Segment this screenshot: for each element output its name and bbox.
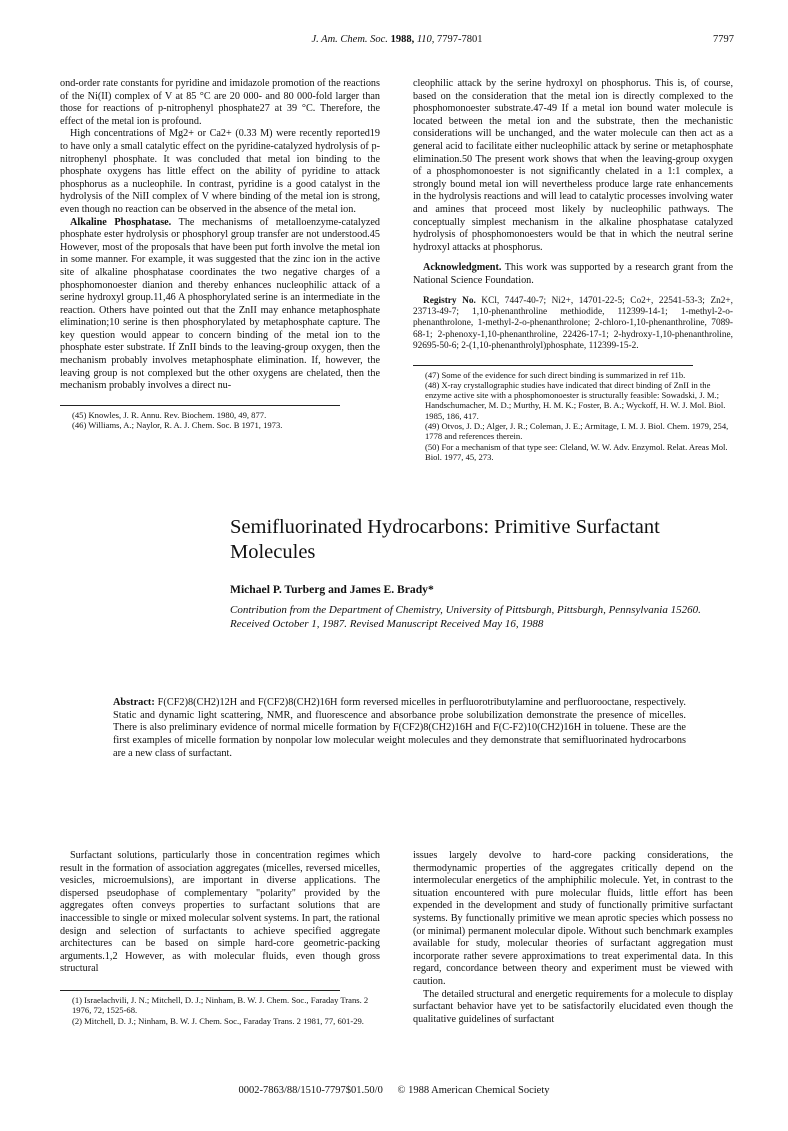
journal-citation <box>60 34 734 45</box>
paragraph: cleophilic attack by the serine hydroxyl on phosphorus. This is, of course, based on the consideration that the metal ion is directly complexed to the phosphomonoester substrate.47-49 If a metal ion bound water molecule is located between the metal ion and the substrate, then the mechanistic considerations will be unchanged, and the water molecule can then act as a general acid to facilitate either nucleophilic attack by serine or metaphosphate elimination.50 The present work shows that when the leaving-group oxygen of a phosphomonoester is not significantly chelated in a 1:1 complex, a strongly bound metal ion will nevertheless produce large rate enhancements in the hydrolysis reactions and will lead to catalytic processes involving water and amines that proceed most likely by nucleophilic pathways. The conceptually simplest mechanism in the alkaline phosphatase catalyzed hydrolysis of phosphomonoesters would be that in which the neutral serine hydroxyl attacks at phosphorus. <box>413 78 733 253</box>
abstract-label: Abstract: <box>113 697 155 708</box>
footnote: (45) Knowles, J. R. Annu. Rev. Biochem. 1980, 49, 877. <box>72 409 267 420</box>
footnote-rule <box>60 405 340 406</box>
journal-volume: 110, <box>416 34 435 45</box>
abstract-text: F(CF2)8(CH2)12H and F(CF2)8(CH2)16H form reversed micelles in perfluorotributylamine and perfluorooctane, respectively. Static and dynamic light scattering, NMR, and fluorescence and absorbance probe solubilization demonstrate the presence of micelles. There is also preliminary evidence of normal micelle formation by F(CF2)8(CH2)16H and F(C-F2)10(CH2)16H in toluene. These are the first examples of micelle formation by nonpolar low molecular weight molecules and they demonstrate that semifluorinated hydrocarbons are a new class of surfactant. <box>113 697 686 759</box>
journal-name: J. Am. Chem. Soc. <box>311 34 388 45</box>
article-title: Semifluorinated Hydrocarbons: Primitive Surfactant Molecules <box>230 516 660 563</box>
paragraph: issues largely devolve to hard-core packing considerations, the thermodynamic properties of the aggregates critically depend on the intermolecular energetics of the amphiphilic molecule. Yet, in contrast to the situation encountered with pure molecular fluids, little effort has been expended in the development and study of functionally primitive surfactant systems. By functionally primitive we mean aprotic species which possess no (or minimal) permanent molecular dipole. Without such benchmark examples available for study, molecular theories of surfactant aggregation must incorporate rather severe approximations to treat experimental data. In this regard, concordance between theory and experiment must be viewed with caution. <box>413 850 733 987</box>
registry-numbers: Registry No. KCl, 7447-40-7; Ni2+, 14701-22-5; Co2+, 22541-53-3; Zn2+, 23713-49-7; 1,10-phenanthroline methiodide, 112399-14-1; 1-methyl-2-o-phenanthrolone, 1-methyl-2-o-phenanthrolone; 2-chloro-1,10-phenanthroline, 7089-68-1; 2-phenoxy-1,10-phenanthroline, 22426-17-1; 2-hydroxy-1,10-phenanthroline, 92695-50-6; 2-(1,10-phenanthrolyl)phosphate, 112399-15-2. <box>413 295 734 352</box>
journal-pages: 7797-7801 <box>437 34 483 45</box>
footnote: (50) For a mechanism of that type see: Cleland, W. W. Adv. Enzymol. Relat. Areas Mol. Biol. 1977, 45, 273. <box>425 441 728 462</box>
article-left-column <box>60 850 380 1026</box>
article-authors: Michael P. Turberg and James E. Brady* <box>230 583 434 596</box>
paragraph: ond-order rate constants for pyridine and imidazole promotion of the reactions of the Ni(II) complex of V at 85 °C are 20 000- and 80 000-fold larger than those for reactions of p-nitrophenyl phosphate27 at 39 °C. Therefore, the effect of the metal ion is profound. <box>60 78 380 127</box>
footnote: (47) Some of the evidence for such direct binding is summarized in ref 11b. <box>425 369 686 380</box>
page-footer <box>0 1085 788 1096</box>
paragraph: Alkaline Phosphatase. The mechanisms of metalloenzyme-catalyzed phosphate ester hydrolysis or phosphoryl group transfer are not understood.45 However, most of the proposals that have been put forth involve the metal ion in some manner. For example, it was suggested that the zinc ion in the active site of alkaline phosphatase coordinates the two negative charges of a phosphomonoester dianion and thereby enhances nucleophilic attack of a serine hydroxyl group.11,46 A phosphorylated serine is an intermediate in the reaction. Others have pointed out that the ZnII may enhance metaphosphate elimination;10 serine is then phosphorylated by metaphosphate capture. The key question would appear to concern binding of the metal ion to the phosphate ester substrate. If ZnII binds to the leaving-group oxygen, then the mechanism probably involves metaphosphate elimination. If, however, the leaving group is not complexed but the other oxygens are chelated, then the mechanism probably involves a direct nu- <box>60 216 380 392</box>
paragraph: Surfactant solutions, particularly those in concentration regimes which result in the formation of association aggregates (micelles, reversed micelles, vesicles, microemulsions), are important in diverse applications. The dispersed pseudophase of complementary "polarity" provided by the aggregates often conveys properties to surfactant solutions that are inaccessible to single or mixed molecular solvent systems. In part, the rational design and selection of surfactants to achieve specified aggregate architectures can be based on simple hard-core geometric-packing arguments.1,2 However, as with molecular fluids, even though gross structural <box>60 850 380 975</box>
article-affiliation: Contribution from the Department of Chemistry, University of Pittsburgh, Pittsburgh, Pennsylvania 15260. Received October 1, 1987. Revised Manuscript Received May 16, 1988 <box>230 604 701 630</box>
prev-article-left-column <box>60 78 380 430</box>
article-right-column <box>413 850 733 1026</box>
section-heading: Alkaline Phosphatase. <box>70 216 172 228</box>
copyright: © 1988 American Chemical Society <box>397 1085 550 1096</box>
running-head <box>60 34 734 50</box>
footnote: (46) Williams, A.; Naylor, R. A. J. Chem. Soc. B 1971, 1973. <box>72 420 283 431</box>
footnote: (2) Mitchell, D. J.; Ninham, B. W. J. Chem. Soc., Faraday Trans. 2 1981, 77, 601-29. <box>72 1015 364 1026</box>
abstract <box>113 697 686 761</box>
footnote: (49) Otvos, J. D.; Alger, J. R.; Coleman, J. E.; Armitage, I. M. J. Biol. Chem. 1979, 254, 1778 and references therein. <box>425 421 729 442</box>
article-code: 0002-7863/88/1510-7797$01.50/0 <box>238 1085 383 1096</box>
footnote-rule <box>60 990 340 991</box>
page-number: 7797 <box>713 34 734 45</box>
paragraph: The detailed structural and energetic requirements for a molecule to display surfactant behavior have yet to be satisfactorily elucidated even though the qualitative guidelines of surfactant <box>413 988 733 1025</box>
journal-year: 1988, <box>390 34 415 45</box>
footnote: (1) Israelachvili, J. N.; Mitchell, D. J.; Ninham, B. W. J. Chem. Soc., Faraday Trans. 2 1976, 72, 1525-68. <box>72 994 369 1016</box>
prev-article-right-column <box>413 78 733 462</box>
paragraph: High concentrations of Mg2+ or Ca2+ (0.33 M) were recently reported19 to have only a small catalytic effect on the pyridine-catalyzed hydrolysis of p-nitrophenyl phosphate. It was concluded that metal ion binding to the phosphate oxygens has little effect on the ability of pyridine to attack phosphorus as a nucleophile. In contrast, pyridine is a good catalyst in the hydrolysis of the NiII complex of V where binding of the metal ion is strong, even though no reaction can be observed in the absence of the metal ion. <box>60 128 380 215</box>
footnote-rule <box>413 365 693 366</box>
article-header <box>230 515 730 631</box>
acknowledgment: Acknowledgment. This work was supported by a research grant from the National Science Foundation. <box>413 262 733 286</box>
footnote: (48) X-ray crystallographic studies have indicated that direct binding of ZnII in the enzyme active site with a phosphomonoester is structurally feasible: Sowadski, J. M.; Handschumacher, M. D.; Murthy, H. M. K.; Foster, B. A.; Wyckoff, H. W. J. Mol. Biol. 1985, 186, 417. <box>425 379 726 421</box>
